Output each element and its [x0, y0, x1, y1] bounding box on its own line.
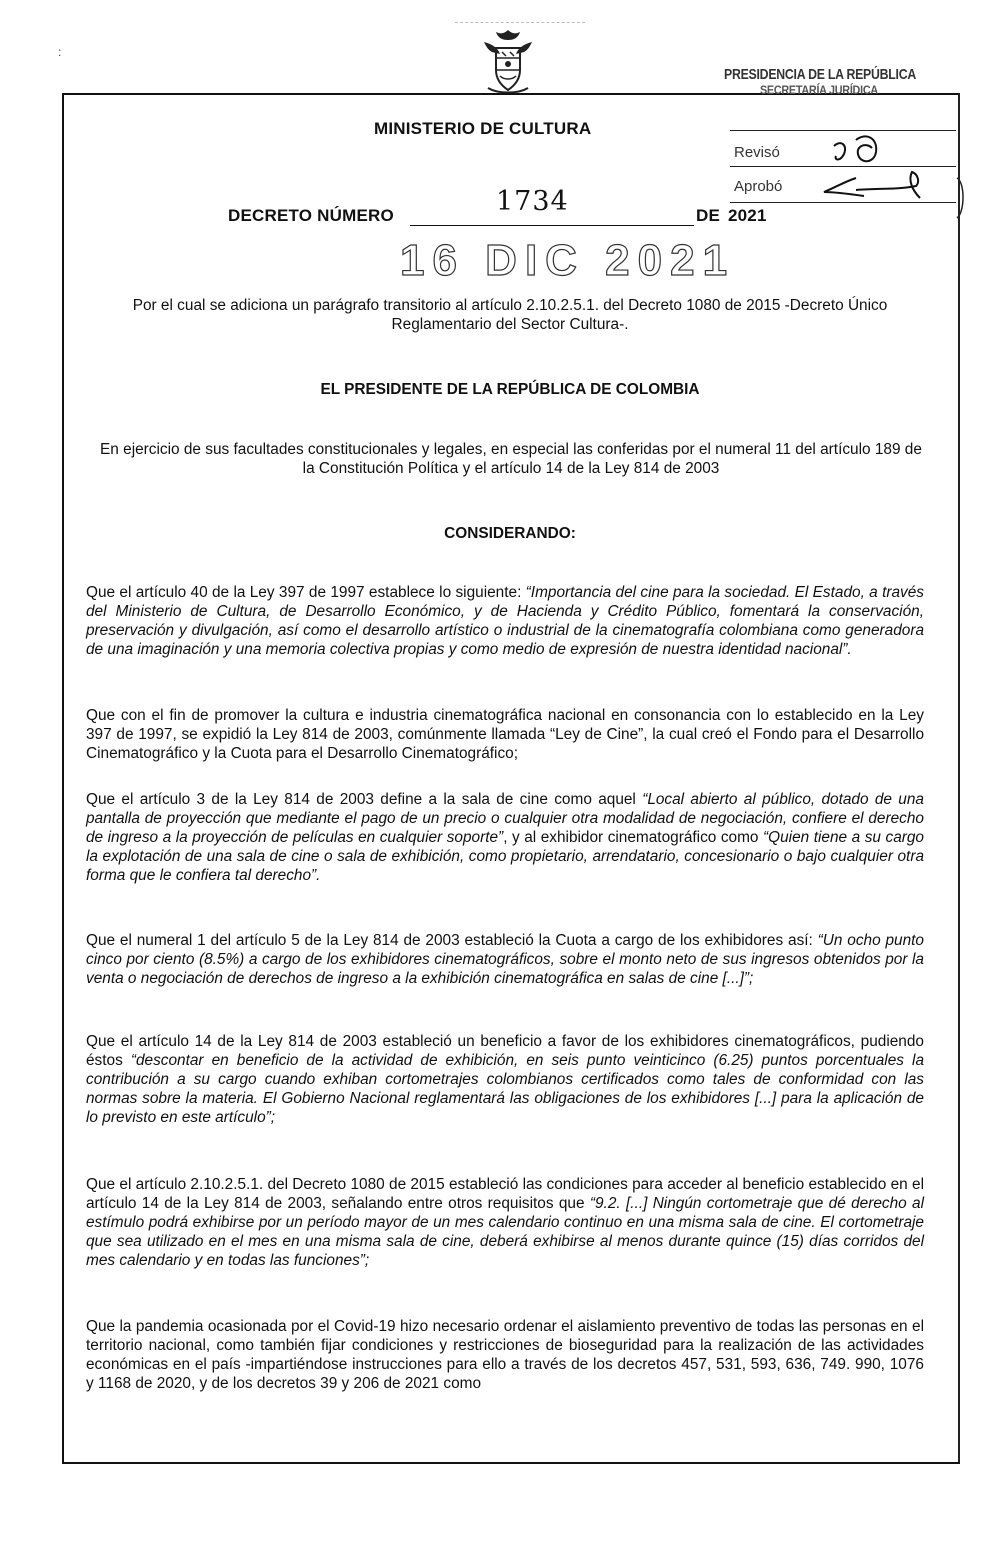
considerando-paragraph-2: Que con el fin de promover la cultura e industria cinematográfica nacional en consonancia con lo establecido en la Ley 397 de 1997, se expidió la Ley 814 de 2003, comúnmente llamada “Ley de Cine”, la cual creó el Fondo para el Desarrollo Cinematográfico y la Cuota para el Desarrollo Cinematográfico; [86, 707, 924, 762]
presidency-stamp-line2: SECRETARÍA JURÍDICA [760, 83, 878, 97]
decree-year: 2021 [728, 206, 767, 225]
top-faint-rule [455, 22, 585, 23]
presidency-stamp-line1: PRESIDENCIA DE LA REPÚBLICA [724, 66, 917, 83]
aprobo-label: Aprobó [734, 178, 783, 195]
authority-heading: EL PRESIDENTE DE LA REPÚBLICA DE COLOMBIA [320, 381, 700, 398]
review-approval-stamp [726, 120, 958, 210]
decree-number-line [410, 225, 694, 226]
considerando-paragraph-4: Que el numeral 1 del artículo 5 de la Ley 814 de 2003 estableció la Cuota a cargo de los exhibidores así: “Un ocho punto cinco por ciento (8.5%) a cargo de los exhibidores cinematográficos, sobre el monto neto de sus ingresos obtenidos por la venta o negociación de derechos de ingreso a la exhibición cinematográfica en salas de cine [...]”; [86, 932, 924, 987]
considerando-paragraph-1: Que el artículo 40 de la Ley 397 de 1997 establece lo siguiente: “Importancia del cine para la sociedad. El Estado, a través del Ministerio de Cultura, de Desarrollo Económico, y de Hacienda y Crédito Público, fomentará la conservación, preservación y divulgación, así como el desarrollo artístico o industrial de la cinematografía colombiana como generadora de una imaginación y una memoria colectiva propias y como medio de expresión de nuestra identidad nacional”. [86, 584, 924, 658]
considerando-paragraph-6: Que el artículo 2.10.2.5.1. del Decreto 1080 de 2015 estableció las condiciones para acceder al beneficio establecido en el artículo 14 de la Ley 814 de 2003, señalando entre otros requisitos que “9.2. [...] Ningún cortometraje que dé derecho al estímulo podrá exhibirse por un período mayor de un mes calendario continuo en una misma sala de cine. El cortometraje que sea utilizado en el mes en una misma sala de cine, deberá exhibirse al menos durante quince (15) días corridos del mes calendario y en todas las funciones”; [86, 1176, 925, 1269]
de-label: DE [696, 206, 721, 225]
decree-label: DECRETO NÚMERO [228, 206, 394, 225]
reviso-label: Revisó [734, 144, 780, 161]
decree-number: 1734 [496, 186, 569, 217]
frame-left-border [62, 93, 64, 1463]
ministry-title: MINISTERIO DE CULTURA [374, 119, 592, 138]
edge-bracket [955, 176, 969, 220]
considerando-paragraph-5: Que el artículo 14 de la Ley 814 de 2003 estableció un beneficio a favor de los exhibidores cinematográficos, pudiendo éstos “descontar en beneficio de la actividad de exhibición, en seis punto veinticinco (6.25) puntos porcentuales la contribución a su cargo cuando exhiban cortometrajes colombianos certificados como tales de conformidad con las normas sobre la materia. El Gobierno Nacional reglamentará las obligaciones de los exhibidores [...] para la aplicación de lo previsto en este artículo”; [86, 1033, 925, 1126]
decree-subject: Por el cual se adiciona un parágrafo transitorio al artículo 2.10.2.5.1. del Decreto 1080 de 2015 -Decreto Único Reglamentario del Sector Cultura-. [132, 297, 888, 333]
powers-paragraph: En ejercicio de sus facultades constitucionales y legales, en especial las conferidas por el numeral 11 del artículo 189 de la Constitución Política y el artículo 14 de la Ley 814 de 2003 [100, 441, 922, 477]
frame-bottom-border [62, 1462, 960, 1464]
aprobo-signature [816, 168, 946, 208]
considerando-paragraph-3: Que el artículo 3 de la Ley 814 de 2003 define a la sala de cine como aquel “Local abierto al público, dotado de una pantalla de proyección que mediante el pago de un precio o cualquier otra modalidad de negociación, confiere el derecho de ingreso a la proyección de películas en cualquier soporte”, y al exhibidor cinematográfico como “Quien tiene a su cargo la explotación de una sala de cine o sala de exhibición, como propietario, arrendatario, concesionario o bajo cualquier otra forma que le confiera tal derecho”. [86, 791, 924, 884]
date-stamp: 16 DIC 2021 [400, 236, 736, 285]
considerando-heading: CONSIDERANDO: [444, 525, 576, 542]
considerando-paragraph-7: Que la pandemia ocasionada por el Covid-19 hizo necesario ordenar el aislamiento preventivo de todas las personas en el territorio nacional, como también fijar condiciones y restricciones de bioseguridad para la realización de las actividades económicas en el país -impartiéndose instrucciones para ello a través de los decretos 457, 531, 593, 636, 749. 990, 1076 y 1168 de 2020, y de los decretos 39 y 206 de 2021 como [86, 1318, 924, 1392]
colombia-coat-of-arms-icon [478, 26, 538, 98]
scan-mark: : [58, 45, 62, 59]
reviso-signature [826, 128, 906, 172]
frame-right-border [958, 93, 960, 1463]
presidency-stamp [724, 66, 960, 97]
